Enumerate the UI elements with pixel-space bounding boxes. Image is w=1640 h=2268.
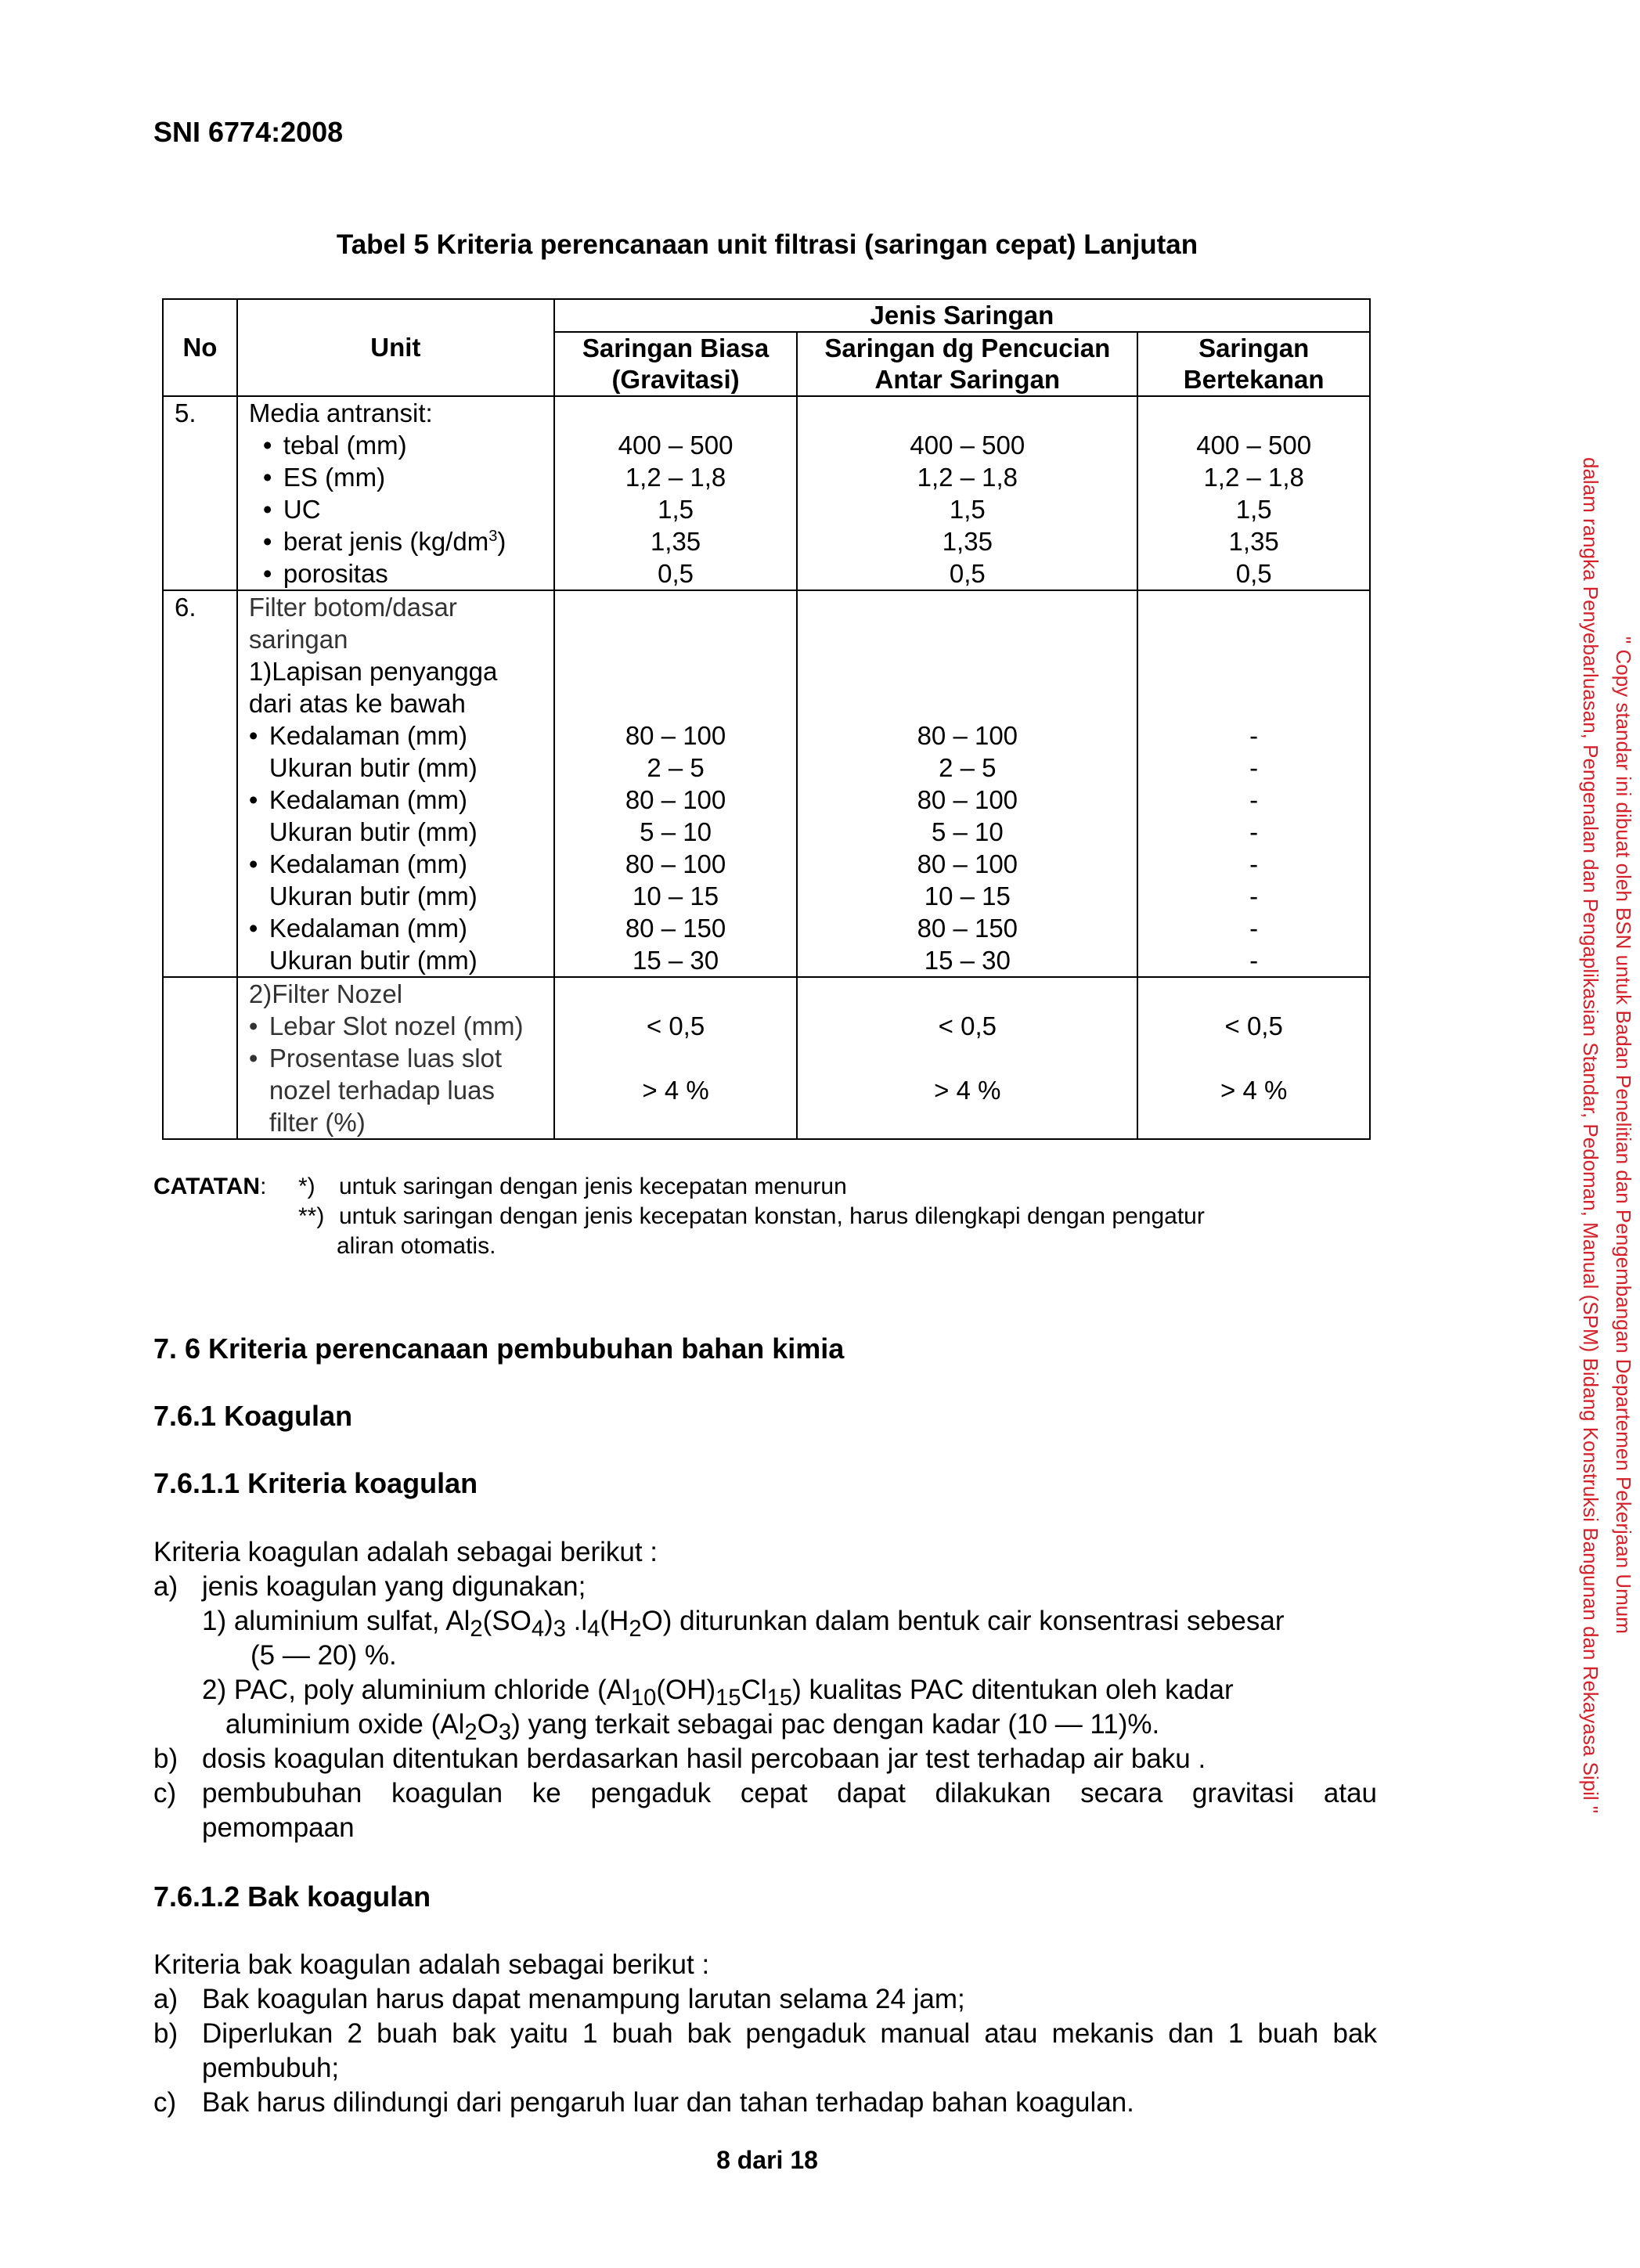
section-heading-7-6-1: 7.6.1 Koagulan <box>153 1400 353 1432</box>
header-unit: Unit <box>237 299 554 396</box>
cell-col-c: - - - - - - - - <box>1137 590 1370 977</box>
section-heading-7-6-1-2: 7.6.1.2 Bak koagulan <box>153 1880 431 1913</box>
header-no: No <box>163 299 237 396</box>
copyright-watermark: " Copy standar ini dibuat oleh BSN untuk Badan Penelitian dan Pengembangan Departemen Pekerjaan Umum dalam rangka Penyebarluasan, Pengenalan dan Pengaplikasian Standar, Pedoman, Manual (SPM) Bidang Konstruksi Bangunan dan Rekayasa Sipil " <box>1579 456 1635 1814</box>
section-heading-7-6-1-1: 7.6.1.1 Kriteria koagulan <box>153 1467 478 1499</box>
cell-col-b: 80 – 100 2 – 5 80 – 100 5 – 10 80 – 100 10 – 15 80 – 150 15 – 30 <box>797 590 1137 977</box>
document-id: SNI 6774:2008 <box>153 116 344 148</box>
cell-col-c: 400 – 500 1,2 – 1,8 1,5 1,35 0,5 <box>1137 396 1370 590</box>
row-unit: Filter botom/dasar saringan 1)Lapisan penyangga dari atas ke bawah • Kedalaman (mm) Ukuran butir (mm) • Kedalaman (mm) Ukuran butir (mm) • Kedalaman (mm) Ukuran butir (mm) • Kedalaman (mm) Ukuran butir (mm) <box>237 590 554 977</box>
paragraph-intro-koagulan: Kriteria koagulan adalah sebagai berikut : <box>153 1537 658 1567</box>
row-number: 6. <box>163 590 237 977</box>
header-group: Jenis Saringan <box>554 299 1370 332</box>
note-1: *) untuk saringan dengan jenis kecepatan menurun <box>298 1174 847 1199</box>
notes-label: CATATAN: <box>153 1174 267 1199</box>
cell-col-c: < 0,5 > 4 % <box>1137 977 1370 1139</box>
section-heading-7-6: 7. 6 Kriteria perencanaan pembubuhan bahan kimia <box>153 1332 845 1365</box>
list-item-b2-cont: pembubuh; <box>202 2053 340 2083</box>
criteria-table <box>162 298 1371 1140</box>
row-unit: 2)Filter Nozel • Lebar Slot nozel (mm) • Prosentase luas slot nozel terhadap luas filter (%) <box>237 977 554 1139</box>
page-number: 8 dari 18 <box>716 2146 818 2174</box>
header-col-c: Saringan Bertekanan <box>1137 332 1370 396</box>
cell-col-b: 400 – 500 1,2 – 1,8 1,5 1,35 0,5 <box>797 396 1137 590</box>
cell-col-a: < 0,5 > 4 % <box>554 977 798 1139</box>
note-2-continuation: aliran otomatis. <box>337 1233 496 1259</box>
note-2: **) untuk saringan dengan jenis kecepatan konstan, harus dilengkapi dengan pengatur <box>298 1203 1205 1229</box>
row-unit: Media antransit: • tebal (mm) • ES (mm) • UC • berat jenis $(kg/dm^3)$ • porositas <box>237 396 554 590</box>
sub-item-pac-cont: aluminium oxide $(Al_2O_3)$ yang terkait sebagai pac dengan kadar (10 — 11)%. <box>225 1709 1160 1745</box>
row-number <box>163 977 237 1139</box>
sub-item-aluminium-sulfat: 1) aluminium sulfat, $Al_2(SO_4)_3$ $.l_4(H_2O)$ diturunkan dalam bentuk cair konsentrasi sebesar <box>202 1606 1285 1642</box>
cell-col-a: 80 – 100 2 – 5 80 – 100 5 – 10 80 – 100 10 – 15 80 – 150 15 – 30 <box>554 590 798 977</box>
paragraph-intro-bak-koagulan: Kriteria bak koagulan adalah sebagai berikut : <box>153 1949 710 1980</box>
row-number: 5. <box>163 396 237 590</box>
cell-col-a: 400 – 500 1,2 – 1,8 1,5 1,35 0,5 <box>554 396 798 590</box>
table-row <box>163 396 1370 590</box>
table-row <box>163 977 1370 1139</box>
table-caption: Tabel 5 Kriteria perencanaan unit filtrasi (saringan cepat) Lanjutan <box>336 229 1198 260</box>
list-item-c-cont: pemompaan <box>202 1812 355 1843</box>
cell-col-b: < 0,5 > 4 % <box>797 977 1137 1139</box>
header-col-a: Saringan Biasa (Gravitasi) <box>554 332 798 396</box>
sub-item-aluminium-sulfat-cont: (5 — 20) %. <box>251 1640 397 1671</box>
header-col-b: Saringan dg Pencucian Antar Saringan <box>797 332 1137 396</box>
table-row <box>163 590 1370 977</box>
sub-item-pac: 2) PAC, poly aluminium chloride $(Al_{10}(OH)_{15}Cl_{15})$ kualitas PAC ditentukan oleh kadar <box>202 1675 1234 1711</box>
